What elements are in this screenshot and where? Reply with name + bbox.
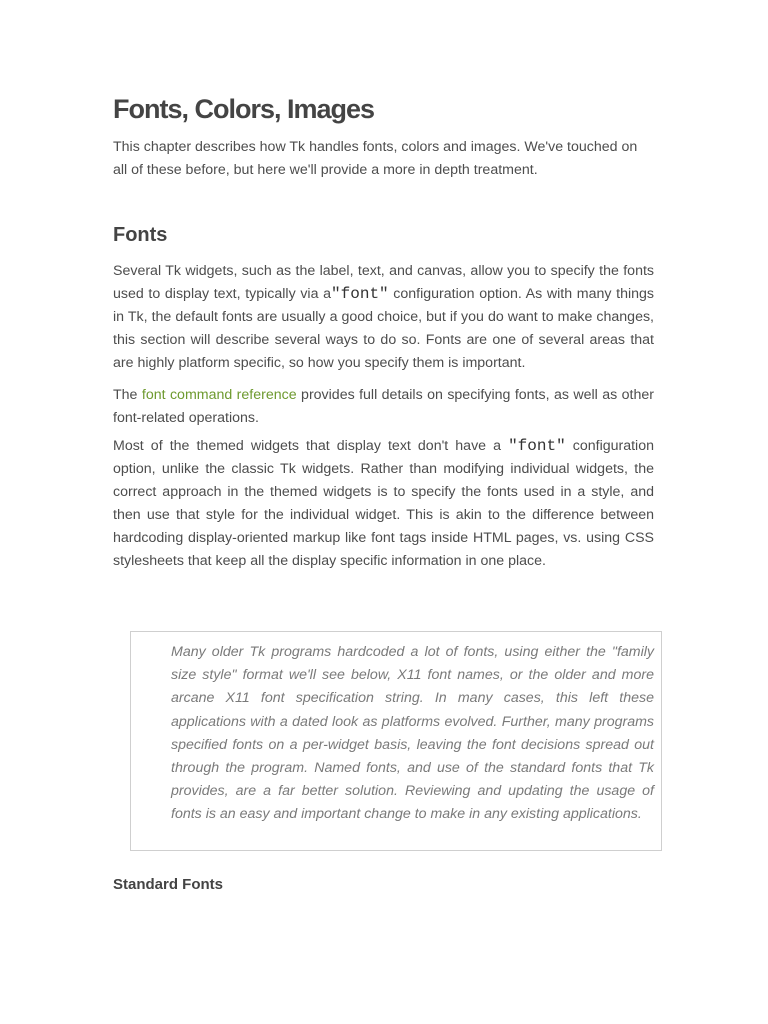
fonts-paragraph-1: [113, 260, 654, 375]
font-option-code-2: "font": [508, 437, 566, 455]
fonts-paragraph-3: [113, 435, 654, 573]
fonts-heading: Fonts: [113, 224, 168, 246]
fonts-p2-text-a: The: [113, 387, 142, 403]
note-callout: [130, 631, 662, 851]
fonts-p1-text-a: Several Tk widgets, such as the label, text, and canvas, allow you to specify the fonts used to display text, typically via a: [113, 263, 654, 302]
font-option-code: "font": [331, 285, 389, 303]
fonts-p2-text-b: provides full details on specifying fonts, as well as other font-related operations.: [113, 387, 654, 426]
fonts-p3-text-b: configuration option, unlike the classic Tk widgets. Rather than modifying individual widgets, the correct approach in the themed widgets is to specify the fonts used in a style, and then use that style for the individual widget. This is akin to the difference between hardcoding display-oriented markup like font tags inside HTML pages, vs. using CSS stylesheets that keep all the display specific information in one place.: [113, 438, 654, 569]
document-content: [113, 92, 654, 573]
fonts-p3-text-a: Most of the themed widgets that display text don't have a: [113, 438, 509, 454]
callout-text: Many older Tk programs hardcoded a lot of fonts, using either the "family size style" format we'll see below, X11 font names, or the older and more arcane X11 font specification string. In many cases, this left these applications with a dated look as platforms evolved. Further, many programs specified fonts on a per-widget basis, leaving the font decisions spread out through the program. Named fonts, and use of the standard fonts that Tk provides, are a far better solution. Reviewing and updating the usage of fonts is an easy and important change to make in any existing applications.: [171, 644, 654, 823]
page-title: Fonts, Colors, Images: [113, 94, 375, 124]
fonts-paragraph-2: [113, 384, 654, 430]
intro-paragraph: This chapter describes how Tk handles fonts, colors and images. We've touched on all of these before, but here we'll provide a more in depth treatment.: [113, 139, 638, 178]
standard-fonts-heading: Standard Fonts: [113, 876, 224, 893]
font-command-reference-link[interactable]: font command reference: [141, 387, 297, 403]
fonts-p1-text-b: configuration option. As with many things in Tk, the default fonts are usually a good choice, but if you do want to make changes, this section will describe several ways to do so. Fonts are one of several areas that are highly platform specific, so how you specify them is important.: [113, 286, 654, 371]
